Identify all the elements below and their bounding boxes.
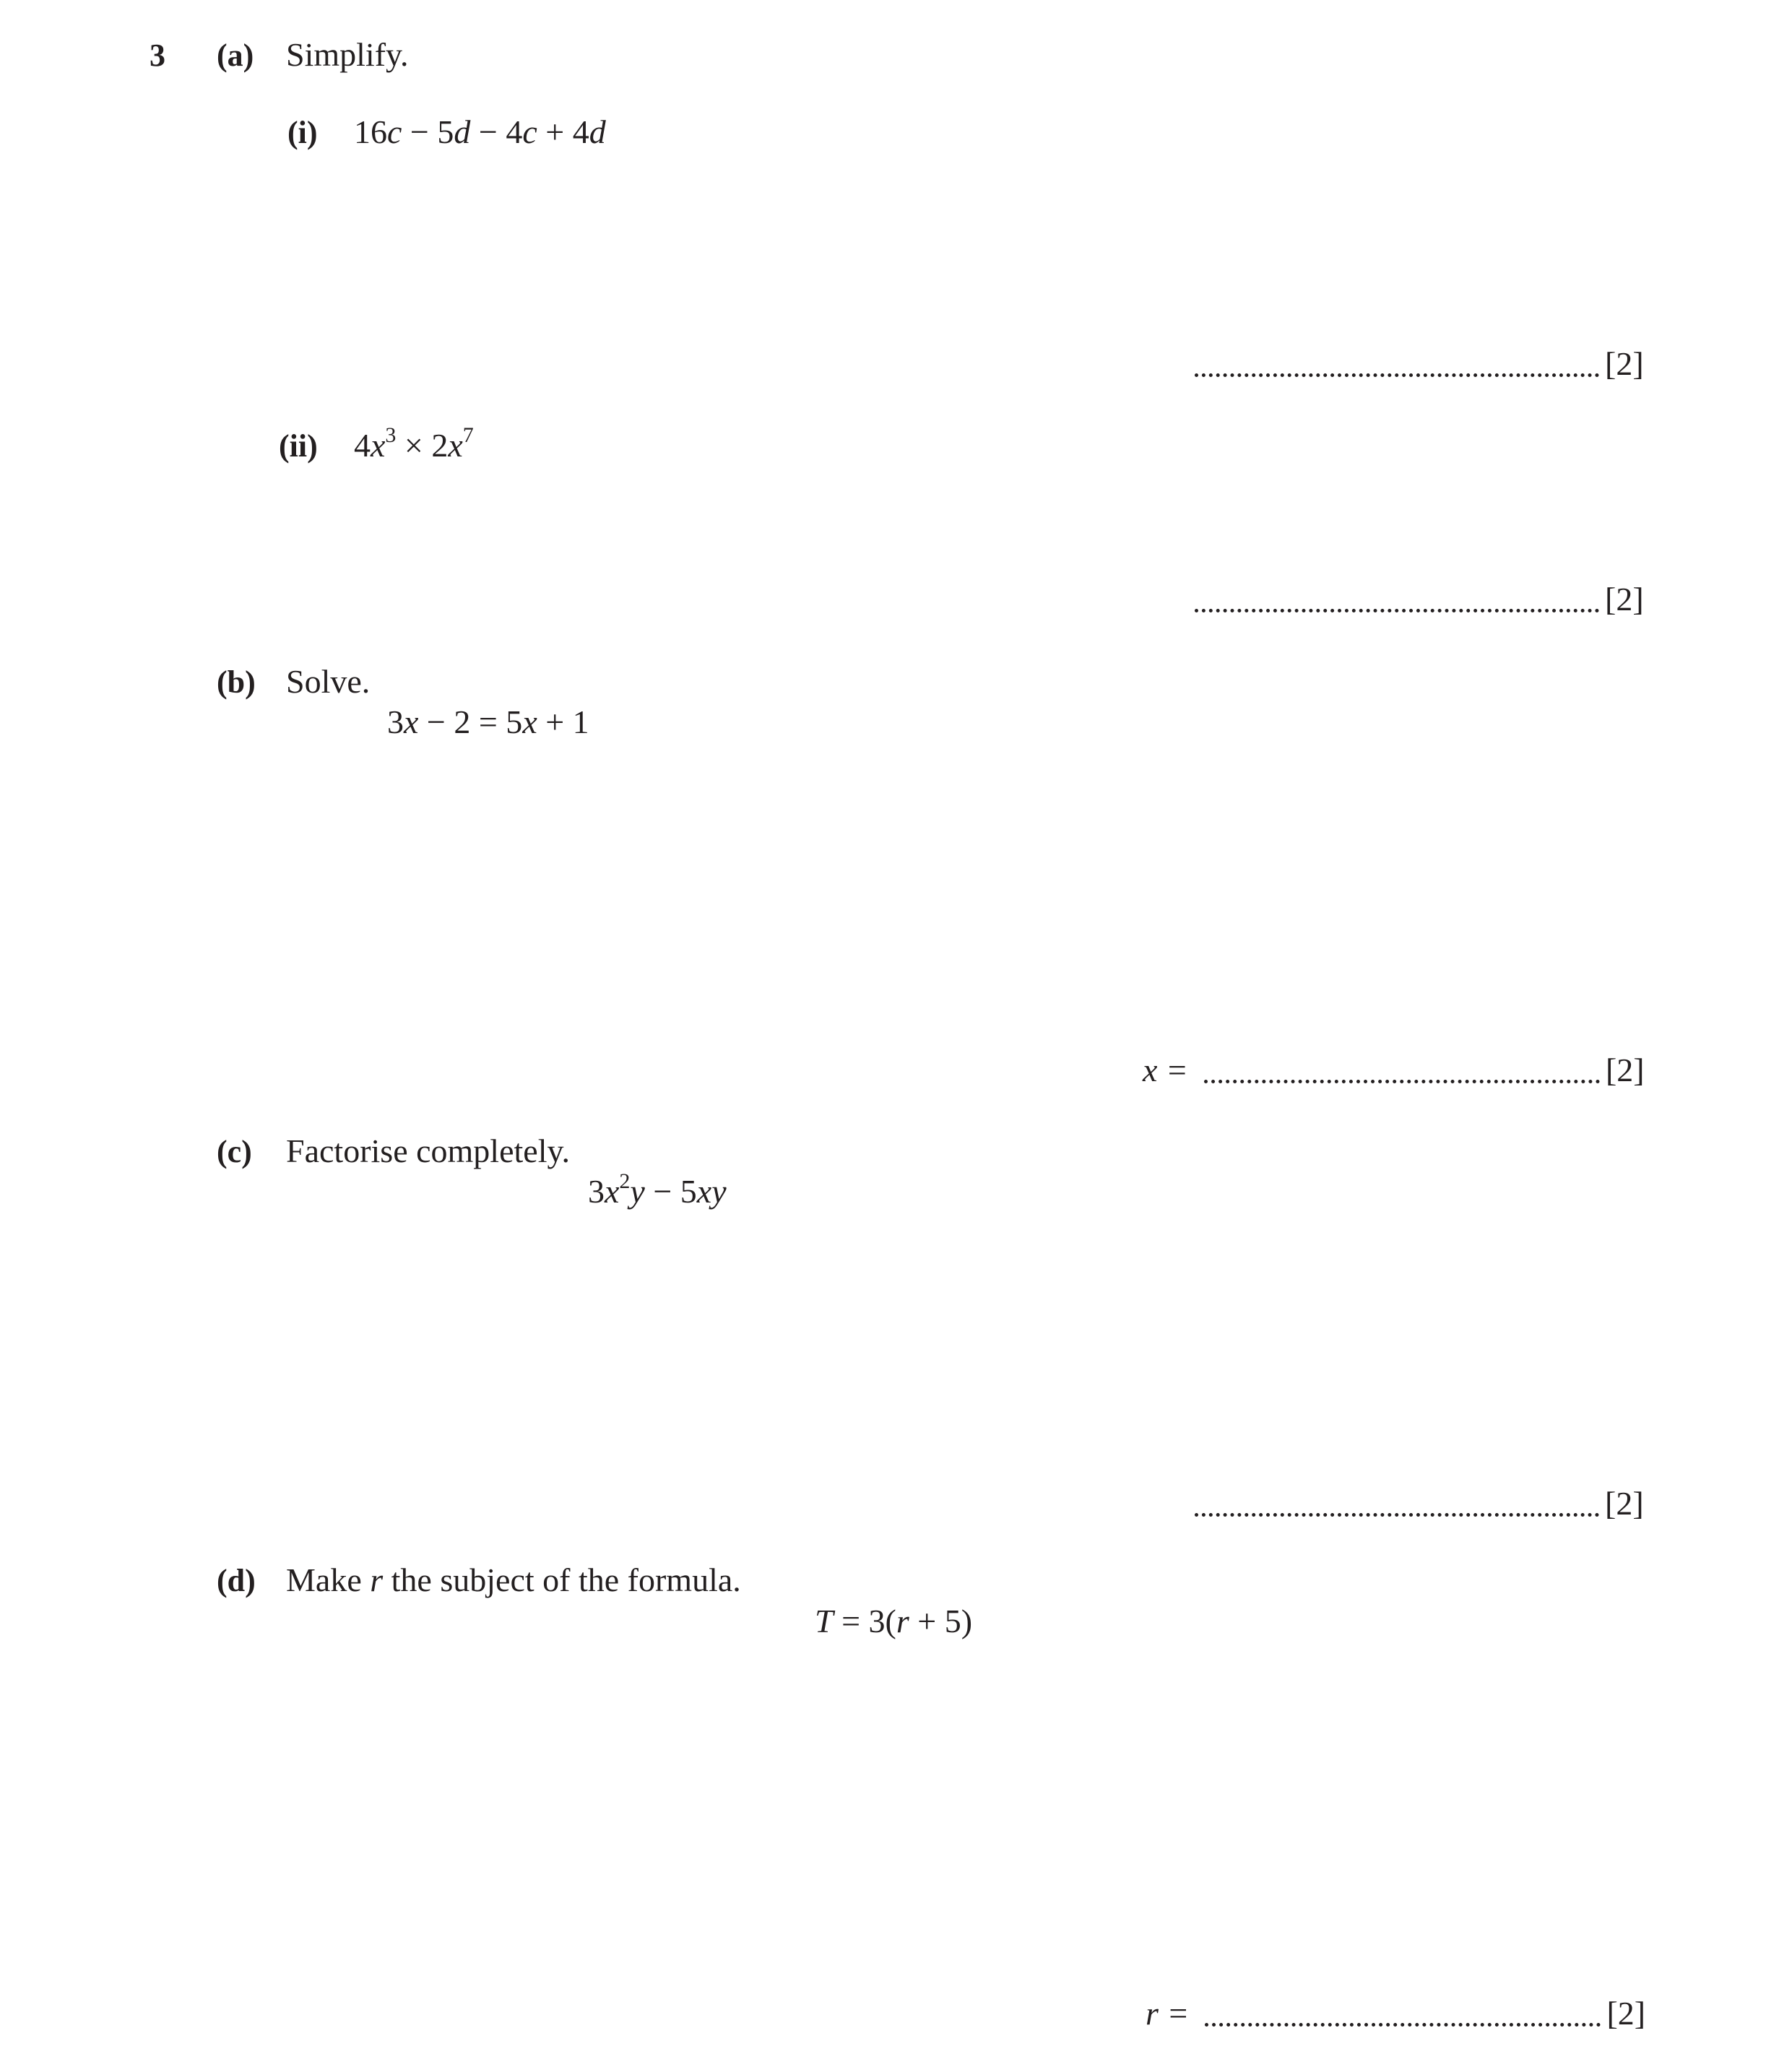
part-b-answer-prefix: x = (1143, 1052, 1188, 1088)
expression-text: − 5 (402, 113, 454, 150)
expression-text: 3 (387, 703, 404, 740)
expression-text: 16 (354, 113, 387, 150)
variable: x (371, 427, 386, 464)
expression-text: 3 (588, 1173, 605, 1210)
answer-dotted-line[interactable] (1204, 1080, 1600, 1083)
part-a-instruction: Simplify. (286, 36, 409, 73)
variable: x (448, 427, 463, 464)
exponent: 3 (385, 423, 397, 447)
variable: c (522, 113, 537, 150)
part-a-i-answer-line (1195, 347, 1644, 383)
part-d-formula (815, 1605, 972, 1638)
part-c-instruction: Factorise completely. (286, 1132, 570, 1169)
variable: c (387, 113, 402, 150)
variable: x (522, 703, 537, 740)
part-d-label: (d) (217, 1563, 256, 1598)
part-d-marks: [2] (1606, 1995, 1646, 2032)
exponent: 2 (619, 1169, 631, 1193)
part-b-equation (387, 703, 589, 740)
part-a-i-label: (i) (287, 115, 318, 150)
variable: x (404, 703, 419, 740)
part-b-answer-line (1143, 1053, 1645, 1089)
answer-dotted-line[interactable] (1205, 2023, 1601, 2027)
answer-dotted-line[interactable] (1195, 1513, 1599, 1517)
expression-text: = 3( (833, 1603, 896, 1639)
part-a-i-marks: [2] (1605, 345, 1644, 382)
answer-dotted-line[interactable] (1195, 609, 1599, 612)
exponent: 7 (462, 423, 474, 447)
part-a-label: (a) (217, 38, 254, 73)
part-b-label: (b) (217, 664, 256, 700)
variable: T (815, 1603, 834, 1639)
part-a-ii-expression (354, 423, 474, 464)
part-b-instruction: Solve. (286, 663, 371, 700)
part-d-instruction-after: the subject of the formula. (383, 1561, 741, 1598)
part-c-expression (588, 1169, 727, 1210)
variable: x (605, 1173, 620, 1210)
part-c-label: (c) (217, 1134, 252, 1169)
part-a-ii-marks: [2] (1605, 581, 1644, 618)
part-d-instruction-variable: r (370, 1561, 384, 1598)
part-c-answer-line (1195, 1486, 1644, 1522)
expression-text: + 1 (537, 703, 589, 740)
variable: d (454, 113, 471, 150)
expression-text: + 4 (537, 113, 589, 150)
expression-text: − 5 (644, 1173, 697, 1210)
variable: r (896, 1603, 909, 1639)
expression-text: × 2 (396, 427, 449, 464)
part-b-marks: [2] (1605, 1052, 1645, 1088)
part-d-instruction-before: Make (286, 1561, 371, 1598)
expression-text: 4 (354, 427, 371, 464)
part-d-answer-line (1146, 1996, 1645, 2032)
expression-text: − 4 (470, 113, 523, 150)
variable: xy (696, 1173, 727, 1210)
question-number: 3 (150, 38, 165, 73)
expression-text: + 5) (909, 1603, 973, 1639)
expression-text: − 2 = 5 (418, 703, 523, 740)
answer-dotted-line[interactable] (1195, 373, 1599, 377)
part-d-answer-prefix: r = (1146, 1995, 1190, 2032)
part-a-ii-answer-line (1195, 582, 1644, 618)
part-a-ii-label: (ii) (279, 428, 318, 464)
part-d-instruction (286, 1561, 741, 1598)
part-a-i-expression (354, 113, 606, 150)
part-c-marks: [2] (1605, 1485, 1644, 1522)
variable: y (630, 1173, 645, 1210)
variable: d (589, 113, 606, 150)
